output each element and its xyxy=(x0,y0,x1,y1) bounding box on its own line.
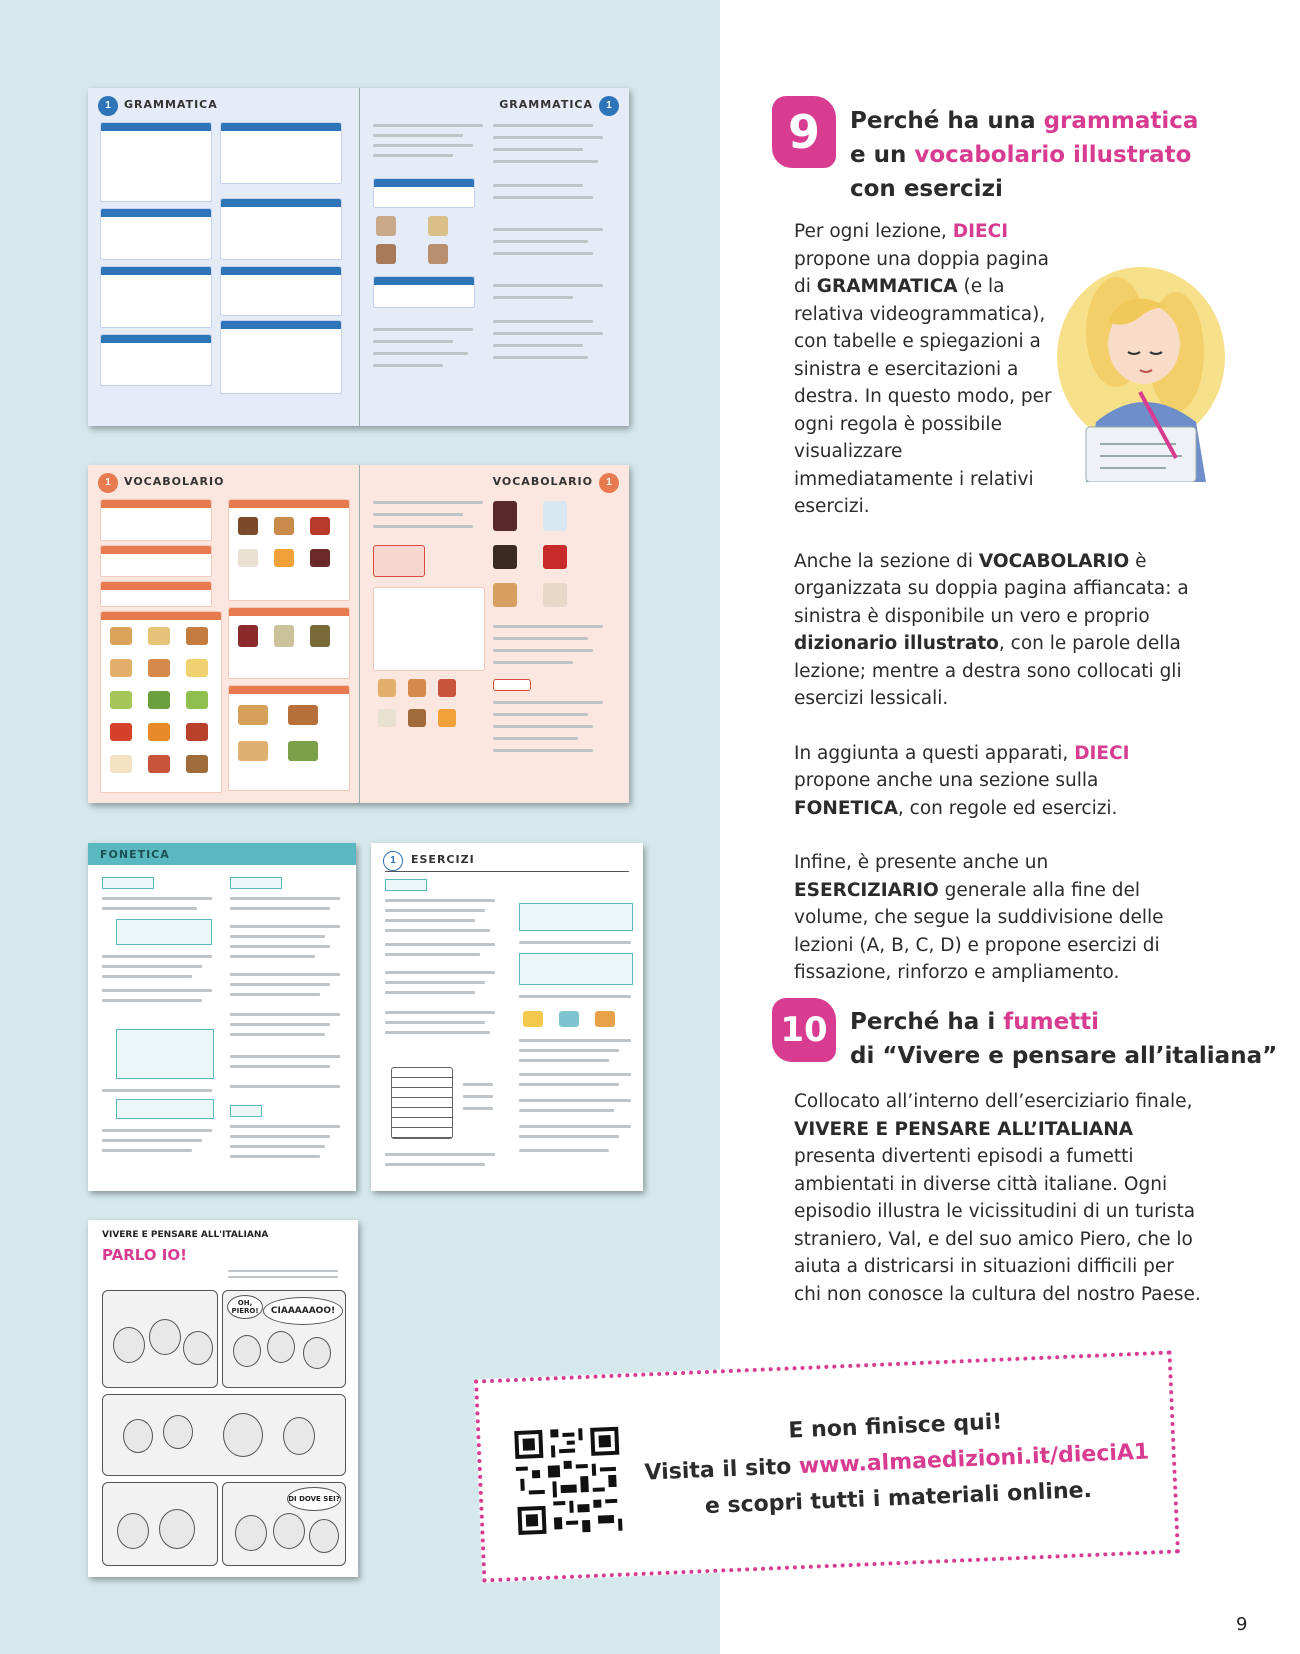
grammar-table xyxy=(220,122,342,184)
exercise-box xyxy=(373,276,475,308)
girl-writing-illustration xyxy=(1056,262,1226,482)
fonetica-page-thumbnail xyxy=(88,843,356,1191)
online-materials-promo xyxy=(474,1350,1180,1582)
page-number: 9 xyxy=(1236,1614,1248,1635)
lesson-badge: 1 xyxy=(599,473,619,493)
grammar-table xyxy=(220,198,342,260)
section-number-badge: 10 xyxy=(772,998,836,1062)
paragraph: Infine, è presente anche un ESERCIZIARIO generale alla fine del volume, che segue la suddivisione delle lezioni (A, B, C, D) e propone esercizi di fissazione, rinforzo e ampliamento. xyxy=(794,852,1164,983)
esercizi-page-thumbnail xyxy=(371,843,643,1191)
exercise-table xyxy=(519,953,633,985)
accent-vocabolario: vocabolario illustrato xyxy=(914,142,1192,168)
paragraph: Per ogni lezione, DIECI propone una doppia pagina di GRAMMATICA (e la relativa videogrammatica), con tabelle e spiegazioni a sinistra e esercitazioni a destra. In questo modo, per ogni regola è possibile visualizzare immediatamente i relativi esercizi. xyxy=(794,221,1052,517)
spread-fold xyxy=(359,465,360,803)
section-10-title: Perché ha i fumetti di “Vivere e pensare all’italiana” xyxy=(850,1009,1278,1069)
vocabulary-box xyxy=(228,685,350,791)
lesson-badge: 1 xyxy=(98,473,118,493)
comic-series-header: VIVERE E PENSARE ALL'ITALIANA xyxy=(102,1230,269,1240)
lesson-tag xyxy=(230,877,282,889)
lesson-tag xyxy=(102,877,154,889)
qr-code-icon[interactable] xyxy=(510,1423,627,1540)
grammatica-title-left: GRAMMATICA xyxy=(124,98,218,111)
section-number-badge: 9 xyxy=(772,96,836,168)
spread-fold xyxy=(359,88,360,426)
vocabolario-title-right: VOCABOLARIO xyxy=(492,475,593,488)
grammar-table xyxy=(100,208,212,260)
lesson-badge: 1 xyxy=(599,96,619,116)
vocabulary-box xyxy=(100,499,212,541)
grammatica-spread-thumbnail xyxy=(88,88,629,426)
grammar-table xyxy=(100,122,212,202)
comic-panel xyxy=(102,1394,346,1476)
lesson-badge: 1 xyxy=(383,851,403,871)
photo xyxy=(376,244,396,264)
website-link[interactable]: www.almaedizioni.it/dieciA1 xyxy=(798,1439,1150,1480)
rule-box xyxy=(116,919,212,945)
speech-bubble: CIAAAAAOO! xyxy=(263,1297,343,1325)
photo xyxy=(376,216,396,236)
exercise-box xyxy=(373,178,475,208)
comic-panel xyxy=(222,1482,346,1566)
section-tag xyxy=(385,879,427,891)
crossword-grid xyxy=(373,545,425,577)
paragraph: In aggiunta a questi apparati, DIECI propone anche una sezione sulla FONETICA, con regole ed esercizi. xyxy=(794,742,1130,819)
comic-panel xyxy=(222,1290,346,1388)
grammar-table xyxy=(220,266,342,316)
comic-episode-title: PARLO IO! xyxy=(102,1246,187,1264)
vocabolario-title-left: VOCABOLARIO xyxy=(124,475,225,488)
speech-bubble: OH, PIERO! xyxy=(227,1295,263,1319)
comic-panel xyxy=(102,1482,218,1566)
exercise-table xyxy=(116,1099,214,1119)
paragraph: Collocato all’interno dell’eserciziario finale, VIVERE E PENSARE ALL’ITALIANA presenta divertenti episodi a fumetti ambientati in diverse città italiane. Ogni episodio illustra le vicissitudini di un turista straniero, Val, e del suo amico Piero, che lo aiuta a districarsi in situazioni difficili per chi non conosce la cultura del nostro Paese. xyxy=(794,1091,1201,1305)
comic-panel xyxy=(102,1290,218,1388)
grammar-table xyxy=(100,266,212,328)
grammar-table xyxy=(220,320,342,394)
promo-visit-line: Visita il sito www.almaedizioni.it/dieciA1 xyxy=(644,1439,1150,1486)
promo-discover-line: e scopri tutti i materiali online. xyxy=(704,1477,1093,1520)
vocabulary-box xyxy=(100,581,212,607)
grammatica-title-right: GRAMMATICA xyxy=(499,98,593,111)
exercise-table xyxy=(116,1029,214,1079)
lesson-tag xyxy=(230,1105,262,1117)
section-10-body xyxy=(794,1088,1204,1335)
vocabulary-box xyxy=(100,545,212,577)
photo xyxy=(428,216,448,236)
paragraph: Anche la sezione di VOCABOLARIO è organizzata su doppia pagina affiancata: a sinistra è disponibile un vero e proprio dizionario illustrato, con le parole della lezione; mentre a destra sono collocati gli esercizi lessicali. xyxy=(794,550,1189,709)
fonetica-tag xyxy=(493,679,531,691)
comic-page-thumbnail xyxy=(88,1220,358,1577)
accent-fumetti: fumetti xyxy=(1003,1009,1100,1035)
esercizi-title: ESERCIZI xyxy=(411,853,475,866)
section-9-title: Perché ha una grammatica e un vocabolario illustrato con esercizi xyxy=(850,108,1199,202)
crossword-grid xyxy=(391,1067,453,1139)
photo xyxy=(428,244,448,264)
vocabolario-spread-thumbnail xyxy=(88,465,629,803)
fonetica-title: FONETICA xyxy=(100,848,170,861)
exercise-table xyxy=(519,903,633,931)
word-search-grid xyxy=(373,587,485,671)
accent-grammatica: grammatica xyxy=(1043,108,1199,134)
lesson-badge: 1 xyxy=(98,96,118,116)
speech-bubble: DI DOVE SEI? xyxy=(287,1487,341,1511)
promo-headline: E non finisce qui! xyxy=(787,1409,1003,1444)
grammar-table xyxy=(100,334,212,386)
